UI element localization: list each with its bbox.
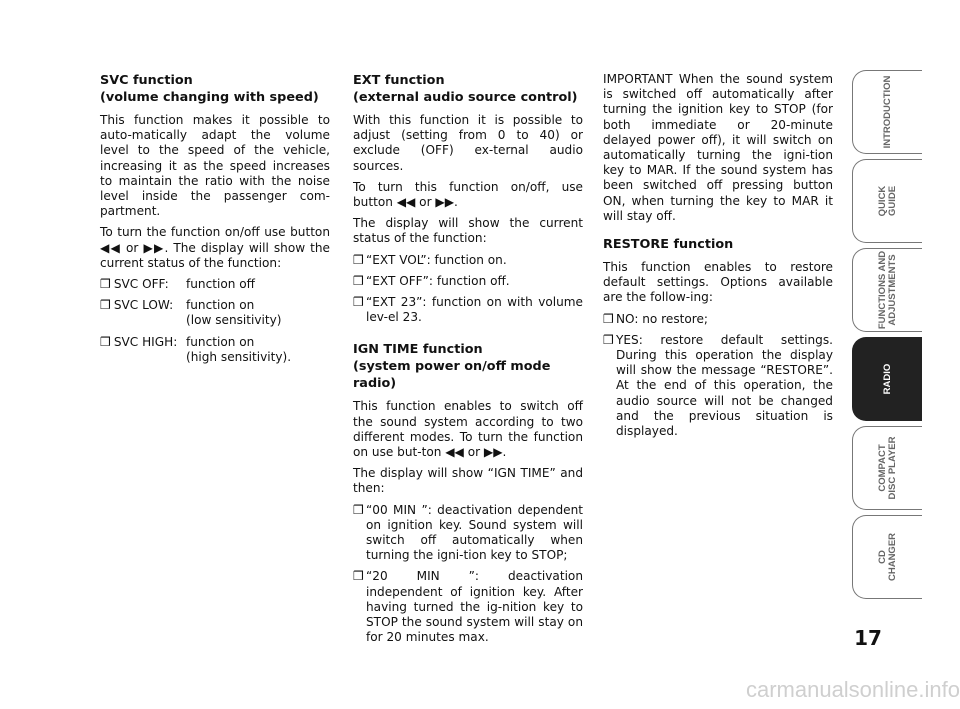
column-ext-ign: [353, 72, 583, 651]
tab-label: FUNCTIONS AND ADJUSTMENTS: [876, 250, 898, 330]
tab-compact-disc-player[interactable]: [852, 426, 922, 510]
checkbox-icon: ❒: [353, 295, 364, 310]
option-text: “20 MIN ”: deactivation independent of ignition key. After having turned the ig-nition key to STOP the sound system will stay on for 20 minutes max.: [366, 569, 583, 645]
tab-label: CD CHANGER: [876, 532, 898, 582]
section-tabs: [852, 70, 922, 604]
option-text: “EXT VOL”: function on.: [366, 252, 507, 267]
checkbox-icon: ❒: [353, 273, 364, 288]
restore-option-yes: [603, 333, 833, 439]
ext-paragraph-2: To turn this function on/off, use button ◀◀ or ▶▶.: [353, 179, 583, 210]
option-text: NO: no restore;: [616, 311, 708, 326]
tab-label: QUICK GUIDE: [876, 185, 898, 217]
ext-subtitle: (external audio source control): [353, 90, 578, 105]
option-text: “00 MIN ”: deactivation dependent on ignition key. Sound system will switch off automatically when turning the igni-tion key to STOP;: [366, 502, 583, 563]
ext-option-vol: [353, 253, 583, 268]
svc-option-off: [100, 277, 330, 292]
option-text: “EXT OFF”: function off.: [366, 273, 510, 288]
ign-title: IGN TIME function: [353, 342, 483, 358]
page-number: 17: [854, 626, 882, 650]
ext-title: EXT function: [353, 73, 445, 88]
svc-heading: [100, 72, 330, 106]
checkbox-icon: ❒: [353, 569, 364, 584]
option-value: function off: [186, 277, 255, 292]
tab-label: RADIO: [881, 363, 893, 395]
restore-title: RESTORE function: [603, 237, 734, 253]
ign-paragraph-1: This function enables to switch off the sound system according to two different modes. To turn the function on use but-ton ◀◀ or ▶▶.: [353, 399, 583, 460]
ext-paragraph-3: The display will show the current status of the function:: [353, 216, 583, 246]
option-key: SVC LOW:: [113, 298, 174, 313]
ext-paragraph-1: With this function it is possible to adjust (setting from 0 to 40) or exclude (OFF) ex-ternal audio sources.: [353, 113, 583, 173]
tab-radio[interactable]: [852, 337, 922, 421]
svc-subtitle: (volume changing with speed): [100, 90, 319, 105]
option-key: SVC HIGH:: [113, 334, 178, 349]
option-value: function on (low sensitivity): [186, 298, 282, 328]
option-text: “EXT 23”: function on with volume lev-el 23.: [366, 295, 583, 325]
option-key: SVC OFF:: [113, 277, 169, 292]
watermark: carmanualsonline.info: [745, 677, 960, 702]
tab-quick-guide[interactable]: [852, 159, 922, 243]
column-restore: [603, 72, 833, 445]
ign-option-00: [353, 503, 583, 564]
checkbox-icon: ❒: [100, 277, 111, 292]
ign-subtitle: (system power on/off mode radio): [353, 359, 551, 392]
restore-paragraph: This function enables to restore default settings. Options available are the follow-ing:: [603, 260, 833, 305]
checkbox-icon: ❒: [353, 252, 364, 267]
checkbox-icon: ❒: [100, 334, 111, 349]
svc-option-low: [100, 298, 330, 328]
svc-option-high: [100, 335, 330, 365]
tab-label: COMPACT DISC PLAYER: [876, 436, 898, 500]
tab-introduction[interactable]: [852, 70, 922, 154]
checkbox-icon: ❒: [603, 332, 614, 347]
checkbox-icon: ❒: [603, 311, 614, 326]
ext-option-23: [353, 295, 583, 325]
ign-heading: [353, 341, 583, 392]
ext-heading: [353, 72, 583, 106]
ext-option-off: [353, 274, 583, 289]
checkbox-icon: ❒: [353, 502, 364, 517]
column-svc: [100, 72, 330, 371]
tab-label: INTRODUCTION: [881, 75, 893, 149]
ign-option-20: [353, 569, 583, 645]
important-paragraph: IMPORTANT When the sound system is switched off automatically after turning the ignition key to STOP (for both immediate or 20-minute delayed power off), it will switch on automatically turning the igni-tion key to MAR. If the sound system has been switched off pressing button ON, when turning the key to MAR it will stay off.: [603, 72, 833, 223]
checkbox-icon: ❒: [100, 298, 111, 313]
svc-title: SVC function: [100, 73, 193, 88]
svc-paragraph-1: This function makes it possible to auto-matically adapt the volume level to the speed of the vehicle, increasing it as the speed increases to maintain the ratio with the noise level inside the passenger com-partment.: [100, 113, 330, 219]
ign-paragraph-2: The display will show “IGN TIME” and then:: [353, 466, 583, 496]
tab-functions-adjustments[interactable]: [852, 248, 922, 332]
option-value: function on (high sensitivity).: [186, 334, 292, 364]
svc-paragraph-2: To turn the function on/off use button ◀◀ or ▶▶. The display will show the current status of the function:: [100, 225, 330, 270]
tab-cd-changer[interactable]: [852, 515, 922, 599]
restore-option-no: [603, 312, 833, 327]
option-text: YES: restore default settings. During this operation the display will show the message “RESTORE”. At the end of this operation, the audio source will not be changed and the previous situation is displayed.: [616, 332, 833, 439]
